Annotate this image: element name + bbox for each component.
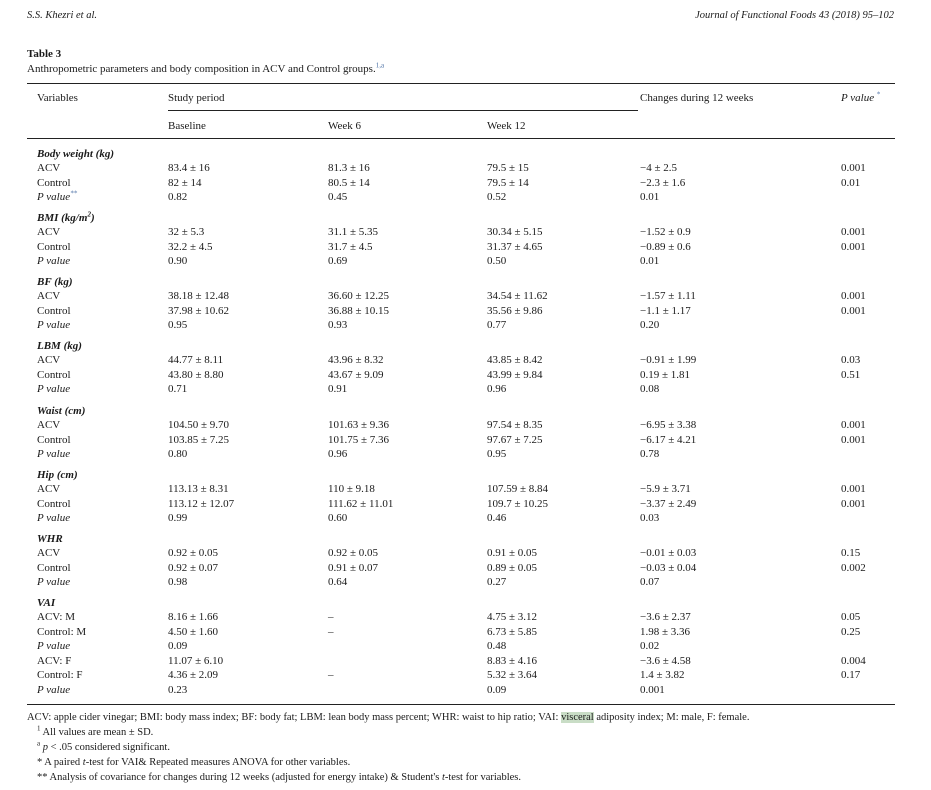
row-label-text: ACV: F <box>37 654 72 667</box>
row-label-text: P value <box>37 319 71 331</box>
row-label <box>37 668 83 682</box>
cell-baseline: 0.82 <box>168 191 188 203</box>
cell-change: 0.19 ± 1.81 <box>640 368 691 381</box>
cell-baseline: 11.07 ± 6.10 <box>168 654 224 667</box>
cell-pvalue: 0.001 <box>841 290 866 302</box>
cell-week6: 43.96 ± 8.32 <box>328 354 384 366</box>
cell-week12: 97.67 ± 7.25 <box>487 433 543 446</box>
cell-week6: 81.3 ± 16 <box>328 162 370 174</box>
row-label-text: P value <box>37 255 71 267</box>
table-title: Table 3 <box>27 48 62 60</box>
row-label-text: ACV <box>37 226 61 238</box>
cell-week12: 79.5 ± 14 <box>487 176 529 189</box>
cell-baseline: 83.4 ± 16 <box>168 162 210 174</box>
table-top-rule <box>27 83 895 84</box>
cell-change: −4 ± 2.5 <box>640 162 677 174</box>
col-header-baseline: Baseline <box>168 120 206 132</box>
cell-pvalue: 0.15 <box>841 547 861 559</box>
footnote-star <box>37 757 350 768</box>
col-header-week6: Week 6 <box>328 120 362 132</box>
row-label-text: Control <box>37 368 71 381</box>
group-title <box>37 147 114 161</box>
cell-week12: 30.34 ± 5.15 <box>487 226 543 238</box>
cell-week12: 43.99 ± 9.84 <box>487 368 543 381</box>
footnote-dstar-before: ** Analysis of covariance for changes during 12 weeks (adjusted for energy intake) & Student's <box>37 772 442 783</box>
row-label-text: Control <box>37 497 71 510</box>
col-header-study-period: Study period <box>168 92 225 104</box>
row-label <box>37 683 70 697</box>
cell-baseline: 32 ± 5.3 <box>168 226 205 238</box>
footnote-abbrev-after: adiposity index; M: male, F: female. <box>593 712 750 723</box>
cell-week6: 80.5 ± 14 <box>328 176 370 189</box>
col-header-variables: Variables <box>37 92 78 104</box>
cell-change: −1.1 ± 1.17 <box>640 304 691 317</box>
cell-baseline: 104.50 ± 9.70 <box>168 419 230 431</box>
cell-pvalue: 0.001 <box>841 419 866 431</box>
row-label-text: ACV <box>37 547 61 559</box>
cell-baseline: 0.90 <box>168 255 188 267</box>
row-label-text: ACV <box>37 419 61 431</box>
col-header-pvalue-text: P value <box>841 92 875 104</box>
cell-baseline: 32.2 ± 4.5 <box>168 240 213 253</box>
cell-week12: 6.73 ± 5.85 <box>487 625 538 638</box>
cell-baseline: 113.13 ± 8.31 <box>168 483 229 495</box>
row-label-text: P value <box>37 191 71 203</box>
cell-baseline: 0.80 <box>168 448 188 460</box>
cell-change: −3.6 ± 4.58 <box>640 654 691 667</box>
row-label-text: ACV <box>37 162 61 174</box>
footnote-abbreviations <box>27 712 749 723</box>
cell-week6: 0.96 <box>328 448 348 460</box>
footnote-star-after: -test for VAI& Repeated measures ANOVA for other variables. <box>85 757 351 768</box>
cell-baseline: 44.77 ± 8.11 <box>168 354 224 366</box>
col-header-pvalue-sup: * <box>876 90 881 99</box>
group-title <box>37 468 78 482</box>
cell-baseline: 0.92 ± 0.07 <box>168 561 219 574</box>
row-label <box>37 639 70 653</box>
cell-pvalue: 0.001 <box>841 483 866 495</box>
row-label <box>37 511 70 525</box>
group-title-text: Hip (cm) <box>37 469 78 481</box>
footnote-double-star <box>37 772 521 783</box>
row-label-text: Control <box>37 240 71 253</box>
row-label <box>37 254 70 268</box>
cell-week6: 43.67 ± 9.09 <box>328 368 384 381</box>
cell-baseline: 113.12 ± 12.07 <box>168 497 235 510</box>
cell-week6: 111.62 ± 11.01 <box>328 497 394 510</box>
cell-pvalue: 0.51 <box>841 368 861 381</box>
row-label <box>37 353 60 367</box>
row-label <box>37 546 60 560</box>
row-label <box>37 225 60 239</box>
cell-baseline: 0.99 <box>168 512 188 524</box>
row-label <box>37 561 71 575</box>
row-label-text: Control <box>37 176 71 189</box>
cell-change: −5.9 ± 3.71 <box>640 483 691 495</box>
col-header-pvalue <box>841 91 880 105</box>
footnote-1-mark: 1 <box>37 724 41 733</box>
table-caption <box>27 63 384 75</box>
row-label <box>37 610 75 624</box>
cell-change: 0.08 <box>640 383 660 395</box>
footnote-1 <box>37 724 154 738</box>
table-caption-sup: 1,a <box>375 61 385 70</box>
row-label-text: Control <box>37 304 71 317</box>
cell-baseline: 0.92 ± 0.05 <box>168 547 219 559</box>
cell-baseline: 0.71 <box>168 383 188 395</box>
group-title-text: BMI (kg/m <box>37 212 88 224</box>
cell-change: −0.91 ± 1.99 <box>640 354 697 366</box>
cell-baseline: 0.23 <box>168 683 188 696</box>
row-label-text: P value <box>37 448 71 460</box>
cell-week6: 0.64 <box>328 576 348 588</box>
cell-baseline: 37.98 ± 10.62 <box>168 304 230 317</box>
row-label-text: ACV <box>37 290 61 302</box>
cell-pvalue: 0.17 <box>841 669 861 681</box>
table-caption-text: Anthropometric parameters and body composition in ACV and Control groups. <box>27 63 376 75</box>
row-label-text: P value <box>37 512 71 524</box>
footnote-a-p: p <box>42 742 48 753</box>
row-label <box>37 575 70 589</box>
cell-week12: 31.37 ± 4.65 <box>487 240 543 253</box>
cell-week6: 36.88 ± 10.15 <box>328 304 390 317</box>
col-header-changes: Changes during 12 weeks <box>640 92 754 104</box>
row-label-text: ACV: M <box>37 611 75 623</box>
cell-change: −3.37 ± 2.49 <box>640 497 697 510</box>
cell-change: −1.57 ± 1.11 <box>640 290 696 302</box>
cell-change: −2.3 ± 1.6 <box>640 176 686 189</box>
cell-week6: 0.92 ± 0.05 <box>328 547 379 559</box>
cell-change: −0.03 ± 0.04 <box>640 561 697 574</box>
cell-change: 1.98 ± 3.36 <box>640 625 691 638</box>
row-label-text: ACV <box>37 354 61 366</box>
footnote-dstar-after: -test for variables. <box>444 772 521 783</box>
row-label-sup: ** <box>70 189 78 198</box>
cell-week12: 0.95 <box>487 448 507 460</box>
cell-change: 0.01 <box>640 191 660 203</box>
cell-week6: 101.75 ± 7.36 <box>328 433 390 446</box>
cell-pvalue: 0.001 <box>841 226 866 238</box>
cell-week6: – <box>328 669 334 681</box>
row-label <box>37 497 71 511</box>
footnote-abbrev-before: ACV: apple cider vinegar; BMI: body mass index; BF: body fat; LBM: lean body mass percent; WHR: waist to hip ratio; VAI: <box>27 712 562 723</box>
table-header-rule <box>27 138 895 139</box>
group-title-text: BF (kg) <box>37 276 73 288</box>
cell-week6: – <box>328 625 334 638</box>
cell-change: 0.20 <box>640 319 660 331</box>
cell-baseline: 4.50 ± 1.60 <box>168 625 219 638</box>
footnote-abbrev-highlight: visceral <box>561 712 594 723</box>
cell-week12: 0.89 ± 0.05 <box>487 561 538 574</box>
group-title <box>37 596 55 610</box>
cell-week6: 31.7 ± 4.5 <box>328 240 373 253</box>
group-title-text: LBM (kg) <box>37 340 82 352</box>
cell-change: 0.07 <box>640 576 660 588</box>
cell-baseline: 38.18 ± 12.48 <box>168 290 230 302</box>
group-title <box>37 339 82 353</box>
cell-week12: 107.59 ± 8.84 <box>487 483 549 495</box>
row-label <box>37 447 70 461</box>
cell-week12: 0.77 <box>487 319 507 331</box>
cell-change: −0.89 ± 0.6 <box>640 240 691 253</box>
footnote-dstar-t: t <box>441 772 445 783</box>
row-label-text: Control: F <box>37 669 83 681</box>
cell-baseline: 0.09 <box>168 640 188 652</box>
study-period-rule <box>168 110 638 111</box>
cell-change: 1.4 ± 3.82 <box>640 669 685 681</box>
group-title-text: Waist (cm) <box>37 405 86 417</box>
row-label <box>37 289 60 303</box>
cell-week6: 0.69 <box>328 255 348 267</box>
running-header-journal: Journal of Functional Foods 43 (2018) 95–102 <box>695 10 894 21</box>
cell-week12: 0.50 <box>487 255 507 267</box>
row-label <box>37 433 71 447</box>
cell-week12: 97.54 ± 8.35 <box>487 419 543 431</box>
cell-week12: 34.54 ± 11.62 <box>487 290 548 302</box>
cell-pvalue: 0.25 <box>841 625 861 638</box>
row-label-text: P value <box>37 383 71 395</box>
cell-change: −3.6 ± 2.37 <box>640 611 691 623</box>
row-label-text: ACV <box>37 483 61 495</box>
cell-week12: 43.85 ± 8.42 <box>487 354 543 366</box>
cell-week12: 0.96 <box>487 383 507 395</box>
row-label-text: P value <box>37 640 71 652</box>
group-title <box>37 211 95 225</box>
cell-week6: 101.63 ± 9.36 <box>328 419 390 431</box>
row-label <box>37 161 60 175</box>
footnote-a-mark: a <box>37 739 41 748</box>
footnote-a <box>37 739 170 753</box>
cell-week12: 4.75 ± 3.12 <box>487 611 538 623</box>
group-title <box>37 404 85 418</box>
cell-week6: 31.1 ± 5.35 <box>328 226 379 238</box>
cell-change: 0.78 <box>640 448 660 460</box>
cell-baseline: 0.98 <box>168 576 188 588</box>
cell-week6: 0.93 <box>328 319 348 331</box>
cell-week12: 0.46 <box>487 512 507 524</box>
footnote-star-before: * A paired <box>37 757 83 768</box>
row-label-text: P value <box>37 683 71 696</box>
cell-week6: – <box>328 611 334 623</box>
cell-change: −6.95 ± 3.38 <box>640 419 697 431</box>
cell-baseline: 0.95 <box>168 319 188 331</box>
cell-pvalue: 0.001 <box>841 497 866 510</box>
cell-change: −1.52 ± 0.9 <box>640 226 691 238</box>
cell-pvalue: 0.001 <box>841 433 866 446</box>
col-header-week12: Week 12 <box>487 120 526 132</box>
row-label-text: Control: M <box>37 625 87 638</box>
group-title-text: VAI <box>37 597 56 609</box>
row-label-text: Control <box>37 433 71 446</box>
cell-week6: 36.60 ± 12.25 <box>328 290 390 302</box>
cell-week12: 0.27 <box>487 576 507 588</box>
row-label <box>37 625 86 639</box>
cell-week6: 0.91 ± 0.07 <box>328 561 379 574</box>
group-title-sup: 2 <box>87 210 91 219</box>
cell-pvalue: 0.001 <box>841 240 866 253</box>
cell-week12: 5.32 ± 3.64 <box>487 669 538 681</box>
running-header-authors: S.S. Khezri et al. <box>27 10 97 21</box>
cell-change: −0.01 ± 0.03 <box>640 547 697 559</box>
cell-week12: 109.7 ± 10.25 <box>487 497 549 510</box>
cell-week12: 0.91 ± 0.05 <box>487 547 538 559</box>
row-label <box>37 176 71 190</box>
cell-week12: 0.09 <box>487 683 507 696</box>
cell-baseline: 82 ± 14 <box>168 176 202 189</box>
table-bottom-rule <box>27 704 895 705</box>
row-label <box>37 240 71 254</box>
cell-pvalue: 0.004 <box>841 654 866 667</box>
cell-pvalue: 0.001 <box>841 304 866 317</box>
cell-week6: 0.60 <box>328 512 348 524</box>
cell-pvalue: 0.03 <box>841 354 861 366</box>
row-label <box>37 382 70 396</box>
group-title-text: WHR <box>37 533 63 545</box>
row-label <box>37 654 71 668</box>
row-label <box>37 190 77 204</box>
cell-baseline: 8.16 ± 1.66 <box>168 611 219 623</box>
row-label-text: Control <box>37 561 71 574</box>
row-label-text: P value <box>37 576 71 588</box>
cell-week12: 0.52 <box>487 191 507 203</box>
cell-week12: 79.5 ± 15 <box>487 162 529 174</box>
cell-change: −6.17 ± 4.21 <box>640 433 697 446</box>
group-title-after: ) <box>90 212 95 224</box>
cell-change: 0.02 <box>640 640 660 652</box>
cell-pvalue: 0.002 <box>841 561 866 574</box>
row-label <box>37 318 70 332</box>
row-label <box>37 418 60 432</box>
cell-week12: 35.56 ± 9.86 <box>487 304 543 317</box>
cell-week6: 0.45 <box>328 191 348 203</box>
footnote-star-t: t <box>82 757 86 768</box>
cell-pvalue: 0.001 <box>841 162 866 174</box>
cell-week6: 110 ± 9.18 <box>328 483 375 495</box>
cell-baseline: 103.85 ± 7.25 <box>168 433 230 446</box>
group-title-text: Body weight (kg) <box>37 148 114 160</box>
group-title <box>37 532 63 546</box>
footnote-a-text: < .05 considered significant. <box>47 742 170 753</box>
cell-change: 0.03 <box>640 512 660 524</box>
cell-baseline: 43.80 ± 8.80 <box>168 368 224 381</box>
cell-week6: 0.91 <box>328 383 348 395</box>
cell-pvalue: 0.05 <box>841 611 861 623</box>
cell-change: 0.001 <box>640 683 665 696</box>
row-label <box>37 482 60 496</box>
row-label <box>37 368 71 382</box>
cell-baseline: 4.36 ± 2.09 <box>168 669 219 681</box>
group-title <box>37 275 73 289</box>
row-label <box>37 304 71 318</box>
footnote-1-text: All values are mean ± SD. <box>42 727 154 738</box>
cell-pvalue: 0.01 <box>841 176 861 189</box>
cell-change: 0.01 <box>640 255 660 267</box>
cell-week12: 0.48 <box>487 640 507 652</box>
cell-week12: 8.83 ± 4.16 <box>487 654 538 667</box>
